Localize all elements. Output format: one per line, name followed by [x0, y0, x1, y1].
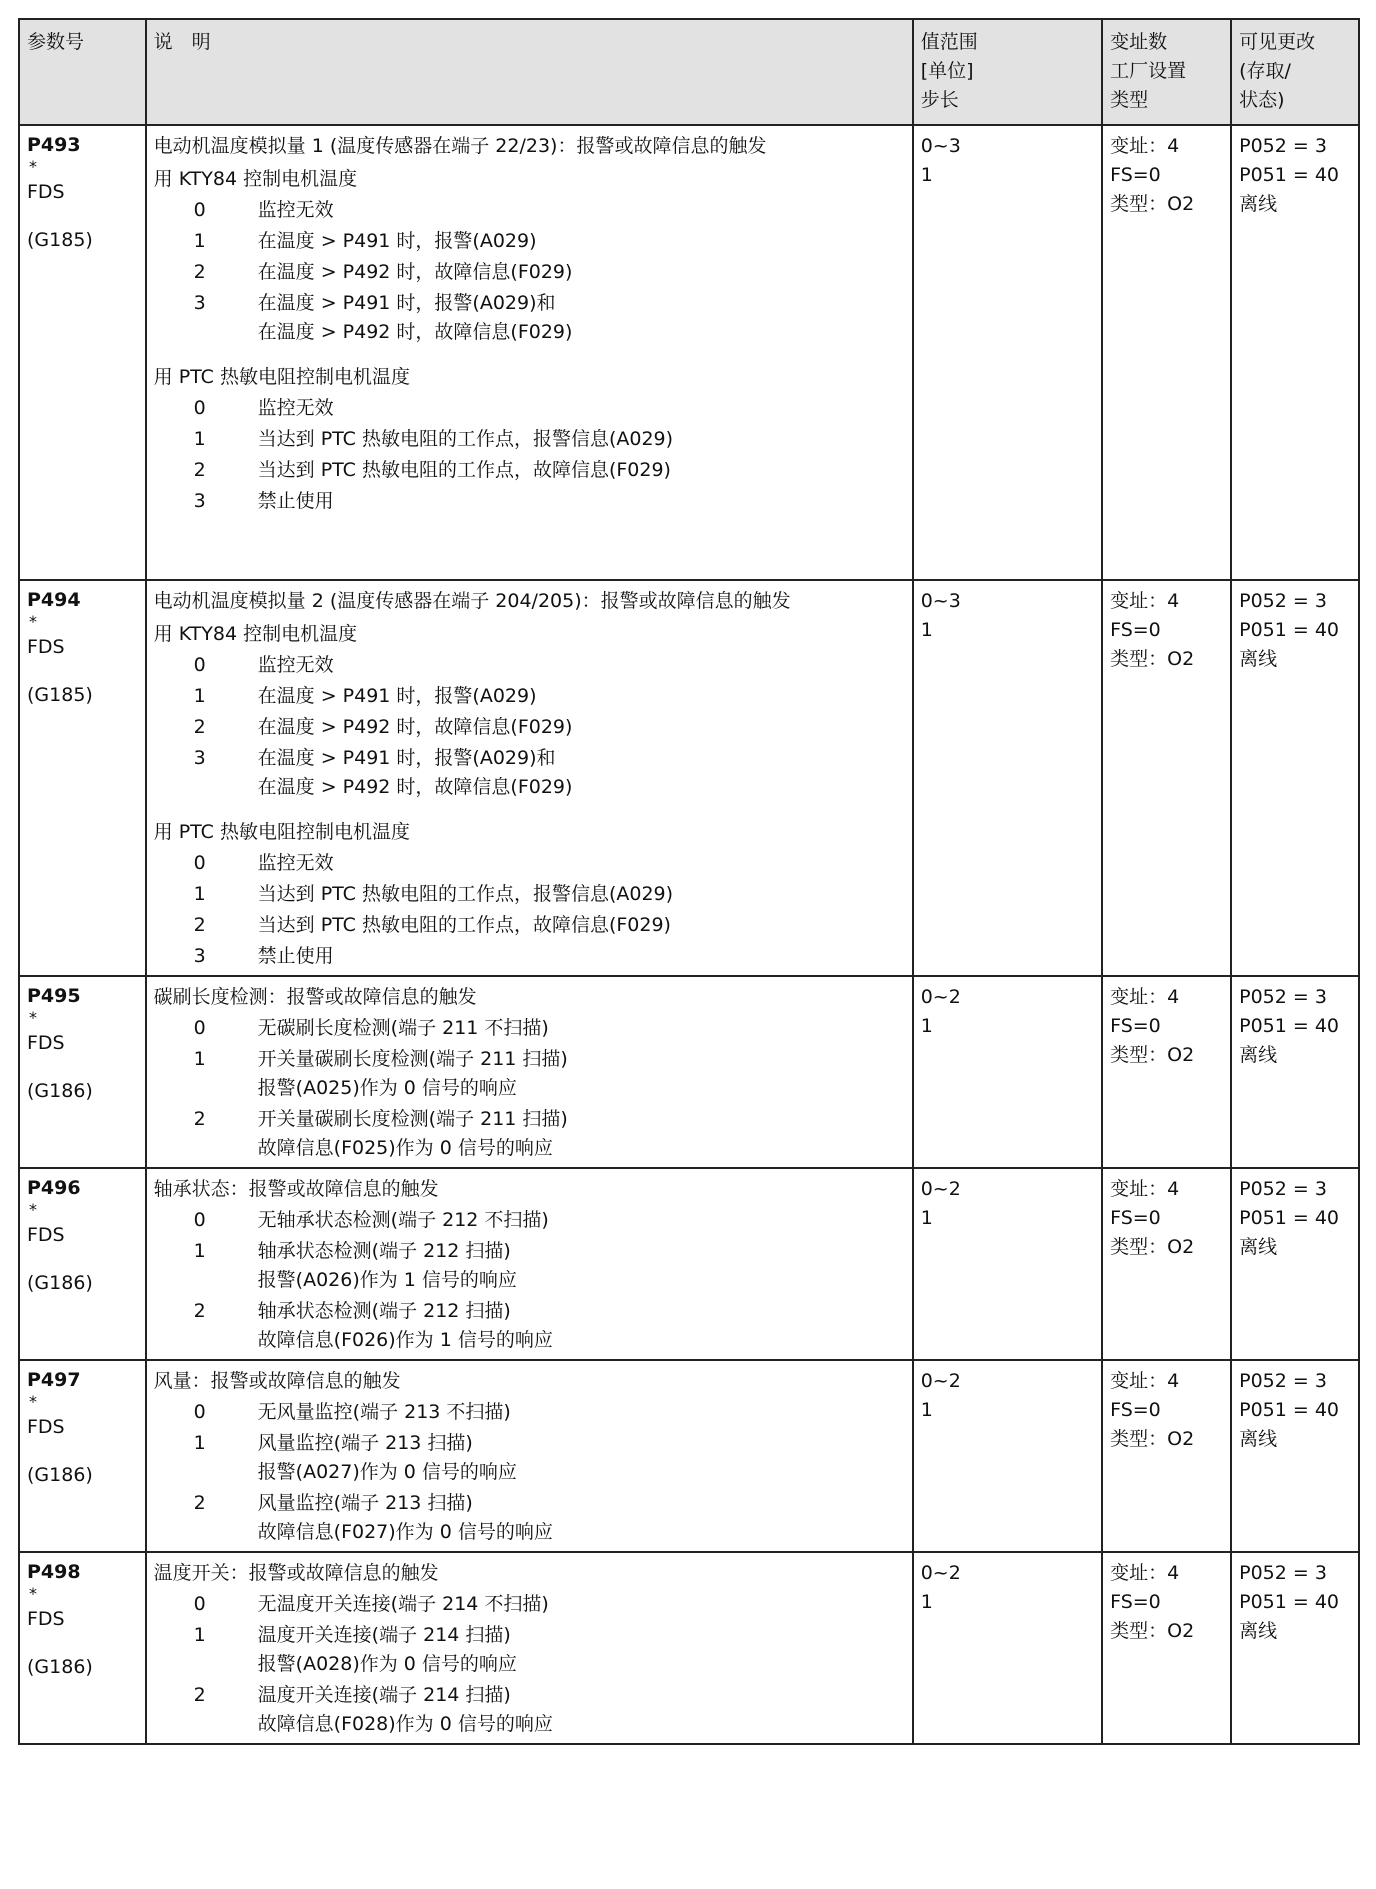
option-item: [154, 651, 905, 680]
option-text-line: 故障信息(F028)作为 0 信号的响应: [257, 1713, 553, 1735]
param-group-ref: (G185): [27, 684, 93, 706]
param-fds-label: FDS: [27, 636, 65, 658]
visibility-line: P052 = 3: [1239, 986, 1327, 1008]
option-item: [154, 196, 905, 225]
table-row: [19, 125, 1359, 580]
option-value: 1: [193, 230, 206, 252]
option-text: [258, 1621, 905, 1679]
option-item: [154, 849, 905, 878]
option-value: 0: [193, 199, 206, 221]
value-range-line: 1: [920, 164, 933, 186]
visibility-line: P051 = 40: [1239, 1015, 1340, 1037]
index-factory-cell: [1102, 1360, 1231, 1552]
option-item: [154, 1398, 905, 1427]
index-factory-line: FS=0: [1110, 1207, 1161, 1229]
visibility-line: P052 = 3: [1239, 135, 1327, 157]
visibility-line: P051 = 40: [1239, 1591, 1340, 1613]
section-heading: 用 KTY84 控制电机温度: [153, 623, 358, 645]
option-text: [258, 849, 905, 878]
visibility-line: 离线: [1239, 1044, 1278, 1066]
option-text: [258, 394, 905, 423]
section-heading: 用 PTC 热敏电阻控制电机温度: [153, 366, 410, 388]
param-id: P494: [27, 589, 81, 611]
option-text: [258, 682, 905, 711]
option-text: [258, 196, 905, 225]
index-factory-line: 变址：4: [1110, 1562, 1180, 1584]
param-id: P493: [27, 134, 81, 156]
option-value: 0: [193, 852, 206, 874]
option-item: [154, 942, 905, 971]
visibility-line: 离线: [1239, 193, 1278, 215]
table-header-row: [19, 19, 1359, 125]
visibility-line: P051 = 40: [1239, 1207, 1340, 1229]
option-value: 2: [193, 716, 206, 738]
param-cell: [19, 1168, 146, 1360]
option-text-line: 监控无效: [257, 654, 334, 676]
param-cell: [19, 1552, 146, 1744]
option-value: 1: [193, 428, 206, 450]
option-text-line: 无风量监控(端子 213 不扫描): [257, 1401, 511, 1423]
option-value: 1: [193, 685, 206, 707]
table-row: [19, 1552, 1359, 1744]
visibility-cell: [1231, 1552, 1359, 1744]
value-range-line: 1: [920, 1015, 933, 1037]
value-range-cell: [913, 580, 1102, 976]
option-text-line: 开关量碳刷长度检测(端子 211 扫描): [257, 1108, 568, 1130]
value-range-line: 1: [920, 1399, 933, 1421]
param-fds-label: FDS: [27, 181, 65, 203]
option-value: 0: [193, 654, 206, 676]
option-value: 1: [193, 1432, 206, 1454]
option-text: [258, 1681, 905, 1739]
param-fds-label: FDS: [27, 1224, 65, 1246]
visibility-cell: [1231, 125, 1359, 580]
value-range-line: 0~2: [920, 986, 961, 1008]
section-heading: 用 KTY84 控制电机温度: [153, 168, 358, 190]
description-cell: [146, 1360, 913, 1552]
param-star-marker: *: [29, 612, 37, 631]
option-value: 0: [193, 1593, 206, 1615]
description-cell: [146, 125, 913, 580]
option-text-line: 在温度 > P491 时，报警(A029): [257, 685, 537, 707]
index-factory-cell: [1102, 1552, 1231, 1744]
parameter-document: [18, 18, 1360, 1873]
option-value: 2: [193, 1684, 206, 1706]
visibility-line: 离线: [1239, 1428, 1278, 1450]
option-value: 3: [193, 945, 206, 967]
option-text: [258, 1489, 905, 1547]
index-factory-cell: [1102, 580, 1231, 976]
param-star-marker: *: [29, 1008, 37, 1027]
option-text: [258, 942, 905, 971]
option-item: [154, 487, 905, 516]
table-row: [19, 1360, 1359, 1552]
index-factory-line: 类型：O2: [1110, 1428, 1195, 1450]
index-factory-line: FS=0: [1110, 1399, 1161, 1421]
option-text-line: 在温度 > P491 时，报警(A029): [257, 230, 537, 252]
option-text: [258, 744, 905, 802]
value-range-line: 0~2: [920, 1562, 961, 1584]
index-factory-line: FS=0: [1110, 1015, 1161, 1037]
option-item: [154, 880, 905, 909]
index-factory-line: 类型：O2: [1110, 648, 1195, 670]
header-index-factory-type: 变址数 工厂设置 类型: [1102, 19, 1231, 125]
option-item: [154, 1105, 905, 1163]
index-factory-cell: [1102, 1168, 1231, 1360]
section-heading: 用 PTC 热敏电阻控制电机温度: [153, 821, 410, 843]
index-factory-line: 变址：4: [1110, 590, 1180, 612]
index-factory-line: FS=0: [1110, 164, 1161, 186]
option-text-line: 报警(A027)作为 0 信号的响应: [257, 1461, 517, 1483]
option-text-line: 禁止使用: [257, 945, 334, 967]
table-row: [19, 580, 1359, 976]
option-item: [154, 682, 905, 711]
option-text-line: 开关量碳刷长度检测(端子 211 扫描): [257, 1048, 568, 1070]
visibility-line: P052 = 3: [1239, 1370, 1327, 1392]
value-range-line: 0~3: [920, 590, 961, 612]
option-text: [258, 911, 905, 940]
option-item: [154, 1681, 905, 1739]
option-text: [258, 487, 905, 516]
visibility-cell: [1231, 580, 1359, 976]
option-text-line: 温度开关连接(端子 214 扫描): [257, 1624, 511, 1646]
param-id: P497: [27, 1369, 81, 1391]
param-cell: [19, 1360, 146, 1552]
index-factory-line: 类型：O2: [1110, 1236, 1195, 1258]
visibility-line: P052 = 3: [1239, 1562, 1327, 1584]
option-text-line: 当达到 PTC 热敏电阻的工作点，故障信息(F029): [257, 914, 671, 936]
visibility-line: P051 = 40: [1239, 1399, 1340, 1421]
option-value: 3: [193, 490, 206, 512]
option-item: [154, 744, 905, 802]
option-text-line: 无轴承状态检测(端子 212 不扫描): [257, 1209, 549, 1231]
visibility-line: 离线: [1239, 1620, 1278, 1642]
param-cell: [19, 125, 146, 580]
param-title: 风量：报警或故障信息的触发: [153, 1370, 401, 1392]
option-text-line: 报警(A028)作为 0 信号的响应: [257, 1653, 517, 1675]
param-id: P496: [27, 1177, 81, 1199]
index-factory-line: 类型：O2: [1110, 1044, 1195, 1066]
param-group-ref: (G186): [27, 1080, 93, 1102]
option-value: 2: [193, 459, 206, 481]
option-text: [258, 456, 905, 485]
visibility-line: 离线: [1239, 1236, 1278, 1258]
option-text-line: 监控无效: [257, 397, 334, 419]
option-text-line: 轴承状态检测(端子 212 扫描): [257, 1240, 511, 1262]
option-item: [154, 1045, 905, 1103]
option-text-line: 轴承状态检测(端子 212 扫描): [257, 1300, 511, 1322]
option-value: 2: [193, 914, 206, 936]
visibility-line: P051 = 40: [1239, 164, 1340, 186]
option-text: [258, 258, 905, 287]
description-cell: [146, 1552, 913, 1744]
value-range-cell: [913, 125, 1102, 580]
option-text: [258, 880, 905, 909]
option-value: 1: [193, 1624, 206, 1646]
visibility-line: 离线: [1239, 648, 1278, 670]
option-item: [154, 394, 905, 423]
option-text-line: 报警(A025)作为 0 信号的响应: [257, 1077, 517, 1099]
header-value-range: 值范围 [单位] 步长: [913, 19, 1102, 125]
option-text: [258, 1590, 905, 1619]
param-cell: [19, 580, 146, 976]
option-value: 1: [193, 1048, 206, 1070]
option-value: 2: [193, 1300, 206, 1322]
visibility-cell: [1231, 1168, 1359, 1360]
option-text-line: 温度开关连接(端子 214 扫描): [257, 1684, 511, 1706]
option-value: 1: [193, 883, 206, 905]
option-value: 0: [193, 1209, 206, 1231]
value-range-line: 1: [920, 619, 933, 641]
table-row: [19, 976, 1359, 1168]
param-id: P498: [27, 1561, 81, 1583]
option-text: [258, 1237, 905, 1295]
index-factory-line: 变址：4: [1110, 135, 1180, 157]
visibility-line: P052 = 3: [1239, 1178, 1327, 1200]
value-range-cell: [913, 1552, 1102, 1744]
parameter-table: [18, 18, 1360, 1745]
option-item: [154, 227, 905, 256]
header-visibility-access: 可见更改 (存取/ 状态): [1231, 19, 1359, 125]
option-text-line: 当达到 PTC 热敏电阻的工作点，报警信息(A029): [257, 428, 674, 450]
option-value: 2: [193, 1492, 206, 1514]
visibility-line: P052 = 3: [1239, 590, 1327, 612]
option-text: [258, 1206, 905, 1235]
param-star-marker: *: [29, 1200, 37, 1219]
param-star-marker: *: [29, 1584, 37, 1603]
option-text: [258, 1045, 905, 1103]
param-title: 轴承状态：报警或故障信息的触发: [153, 1178, 439, 1200]
value-range-line: 1: [920, 1207, 933, 1229]
option-text-line: 风量监控(端子 213 扫描): [257, 1492, 473, 1514]
index-factory-line: 变址：4: [1110, 986, 1180, 1008]
description-cell: [146, 1168, 913, 1360]
option-text: [258, 289, 905, 347]
option-value: 2: [193, 261, 206, 283]
param-title: 电动机温度模拟量 1 (温度传感器在端子 22/23)：报警或故障信息的触发: [153, 135, 767, 157]
description-cell: [146, 976, 913, 1168]
table-row: [19, 1168, 1359, 1360]
option-text-line: 监控无效: [257, 199, 334, 221]
option-text-line: 在温度 > P491 时，报警(A029)和: [257, 292, 556, 314]
index-factory-line: 变址：4: [1110, 1370, 1180, 1392]
option-text-line: 在温度 > P492 时，故障信息(F029): [257, 776, 573, 798]
option-text: [258, 1297, 905, 1355]
option-text: [258, 425, 905, 454]
option-text-line: 在温度 > P491 时，报警(A029)和: [257, 747, 556, 769]
option-value: 0: [193, 1401, 206, 1423]
visibility-cell: [1231, 1360, 1359, 1552]
option-text-line: 故障信息(F026)作为 1 信号的响应: [257, 1329, 553, 1351]
visibility-cell: [1231, 976, 1359, 1168]
option-item: [154, 1014, 905, 1043]
option-text: [258, 1398, 905, 1427]
param-star-marker: *: [29, 157, 37, 176]
option-text-line: 当达到 PTC 热敏电阻的工作点，报警信息(A029): [257, 883, 674, 905]
option-item: [154, 425, 905, 454]
description-cell: [146, 580, 913, 976]
option-item: [154, 1590, 905, 1619]
option-text-line: 故障信息(F025)作为 0 信号的响应: [257, 1137, 553, 1159]
visibility-line: P051 = 40: [1239, 619, 1340, 641]
option-text-line: 报警(A026)作为 1 信号的响应: [257, 1269, 517, 1291]
value-range-line: 0~2: [920, 1370, 961, 1392]
value-range-cell: [913, 1360, 1102, 1552]
index-factory-cell: [1102, 125, 1231, 580]
option-text-line: 无碳刷长度检测(端子 211 不扫描): [257, 1017, 549, 1039]
value-range-cell: [913, 1168, 1102, 1360]
param-group-ref: (G185): [27, 229, 93, 251]
option-text-line: 在温度 > P492 时，故障信息(F029): [257, 716, 573, 738]
option-item: [154, 456, 905, 485]
option-text-line: 故障信息(F027)作为 0 信号的响应: [257, 1521, 553, 1543]
option-text-line: 监控无效: [257, 852, 334, 874]
header-param-number: 参数号: [19, 19, 146, 125]
option-text: [258, 1014, 905, 1043]
index-factory-line: FS=0: [1110, 1591, 1161, 1613]
option-text: [258, 713, 905, 742]
param-group-ref: (G186): [27, 1464, 93, 1486]
header-description: 说 明: [146, 19, 913, 125]
value-range-line: 1: [920, 1591, 933, 1613]
param-star-marker: *: [29, 1392, 37, 1411]
value-range-line: 0~3: [920, 135, 961, 157]
option-text: [258, 1429, 905, 1487]
option-text: [258, 651, 905, 680]
value-range-line: 0~2: [920, 1178, 961, 1200]
option-item: [154, 1621, 905, 1679]
value-range-cell: [913, 976, 1102, 1168]
option-item: [154, 258, 905, 287]
index-factory-cell: [1102, 976, 1231, 1168]
param-fds-label: FDS: [27, 1608, 65, 1630]
param-fds-label: FDS: [27, 1032, 65, 1054]
param-fds-label: FDS: [27, 1416, 65, 1438]
option-text-line: 当达到 PTC 热敏电阻的工作点，故障信息(F029): [257, 459, 671, 481]
param-cell: [19, 976, 146, 1168]
option-value: 1: [193, 1240, 206, 1262]
option-item: [154, 289, 905, 347]
option-value: 0: [193, 1017, 206, 1039]
param-group-ref: (G186): [27, 1272, 93, 1294]
option-value: 3: [193, 747, 206, 769]
option-text: [258, 227, 905, 256]
param-title: 碳刷长度检测：报警或故障信息的触发: [153, 986, 477, 1008]
option-item: [154, 1297, 905, 1355]
option-item: [154, 911, 905, 940]
option-item: [154, 1237, 905, 1295]
index-factory-line: FS=0: [1110, 619, 1161, 641]
option-value: 3: [193, 292, 206, 314]
option-text-line: 无温度开关连接(端子 214 不扫描): [257, 1593, 549, 1615]
option-value: 0: [193, 397, 206, 419]
option-item: [154, 1429, 905, 1487]
option-item: [154, 1489, 905, 1547]
option-item: [154, 1206, 905, 1235]
param-title: 温度开关：报警或故障信息的触发: [153, 1562, 439, 1584]
option-text-line: 风量监控(端子 213 扫描): [257, 1432, 473, 1454]
param-title: 电动机温度模拟量 2 (温度传感器在端子 204/205)：报警或故障信息的触发: [153, 590, 791, 612]
index-factory-line: 变址：4: [1110, 1178, 1180, 1200]
index-factory-line: 类型：O2: [1110, 193, 1195, 215]
option-value: 2: [193, 1108, 206, 1130]
param-group-ref: (G186): [27, 1656, 93, 1678]
option-text-line: 在温度 > P492 时，故障信息(F029): [257, 261, 573, 283]
option-text: [258, 1105, 905, 1163]
option-text-line: 在温度 > P492 时，故障信息(F029): [257, 321, 573, 343]
option-item: [154, 713, 905, 742]
option-text-line: 禁止使用: [257, 490, 334, 512]
index-factory-line: 类型：O2: [1110, 1620, 1195, 1642]
param-id: P495: [27, 985, 81, 1007]
